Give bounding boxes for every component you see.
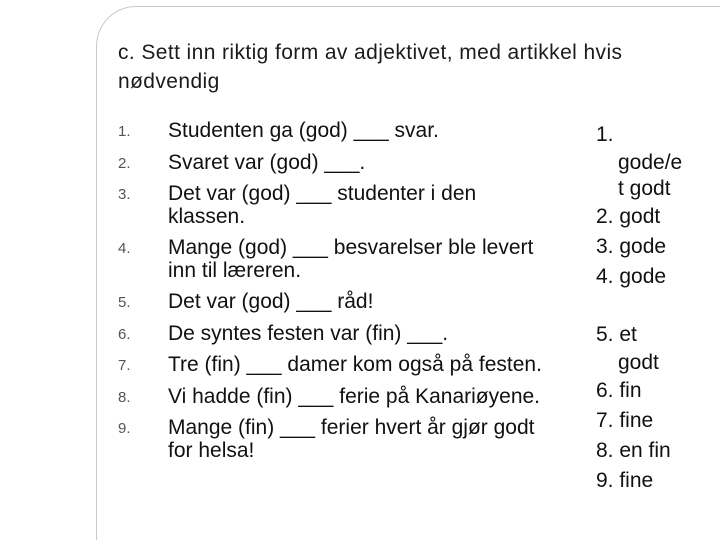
question-number: 1. — [118, 123, 131, 140]
slide-title: c. Sett inn riktig form av adjektivet, med artikkel hvis nødvendig — [118, 41, 623, 93]
answer-5-line2: godt — [618, 351, 659, 374]
question-text: Det var (god) ___ råd! — [168, 290, 374, 313]
question-text: Mange (god) ___ besvarelser ble levert inn til læreren. — [168, 236, 534, 282]
question-item — [118, 237, 558, 282]
question-list — [118, 120, 558, 471]
question-text: De syntes festen var (fin) ___. — [168, 321, 449, 345]
question-number: 2. — [118, 154, 131, 172]
question-number: 8. — [118, 388, 131, 406]
question-number: 5. — [118, 294, 131, 311]
question-number: 7. — [118, 357, 131, 374]
question-item — [118, 183, 558, 228]
question-number: 4. — [118, 240, 131, 257]
question-text: Svaret var (god) ___. — [168, 150, 366, 174]
question-item — [118, 323, 558, 346]
answer-1-line1: gode/e — [618, 151, 683, 174]
answer-6: 6. fin — [596, 379, 642, 402]
answer-1-number: 1. — [596, 123, 614, 146]
answer-1-line2: t godt — [618, 177, 671, 200]
question-item — [118, 291, 558, 314]
answer-spacer — [596, 292, 706, 320]
answer-2: 2. godt — [596, 205, 661, 228]
question-number: 9. — [118, 420, 131, 437]
answer-7: 7. fine — [596, 409, 654, 432]
question-text: Studenten ga (god) ___ svar. — [168, 119, 439, 142]
question-number: 3. — [118, 186, 131, 203]
question-item — [118, 417, 558, 462]
answer-5-line1: 5. et — [596, 323, 637, 346]
question-item — [118, 120, 558, 143]
question-text: Mange (fin) ___ ferier hvert år gjør godt for helsa! — [168, 416, 535, 462]
question-text: Det var (god) ___ studenter i den klassen. — [168, 182, 477, 228]
answer-9: 9. fine — [596, 469, 654, 492]
question-text: Vi hadde (fin) ___ ferie på Kanariøyene. — [168, 384, 541, 408]
answer-3: 3. gode — [596, 235, 667, 258]
question-item — [118, 386, 558, 409]
question-item — [118, 152, 558, 175]
answer-4: 4. gode — [596, 265, 667, 288]
question-text: Tre (fin) ___ damer kom også på festen. — [168, 353, 542, 376]
question-item — [118, 354, 558, 377]
answer-column — [596, 120, 706, 496]
question-number: 6. — [118, 325, 131, 343]
answer-8: 8. en fin — [596, 439, 671, 462]
